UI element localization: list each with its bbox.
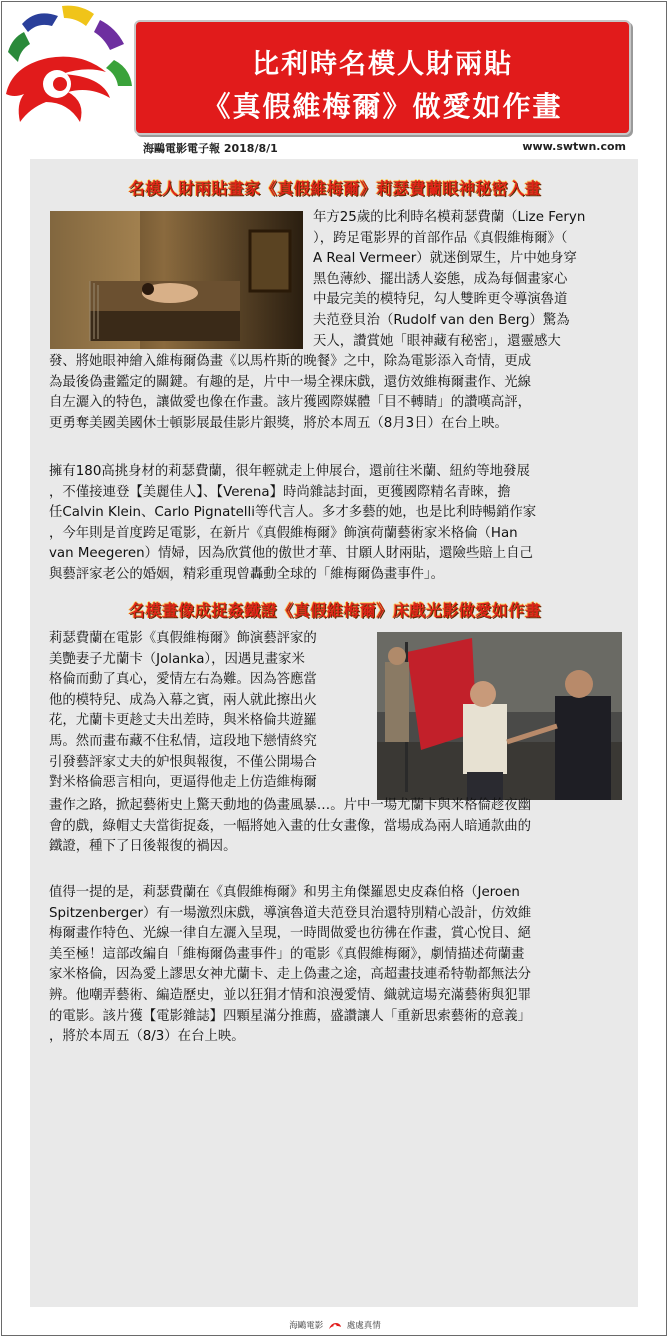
seagull-mini-icon (328, 1320, 342, 1331)
footer-right-text: 處處真情 (346, 1321, 381, 1331)
section2-paragraph1-full: 畫作之路，掀起藝術史上驚天動地的偽畫風暴…。片中一場尤蘭卡與米格倫趁夜幽 會的戲，綠帽丈夫當街捉姦，一幅將她入畫的仕女畫像，當場成為兩人暗通款曲的 鐵證，種下了日後報復的禍因。 (49, 798, 532, 855)
website-link[interactable]: www.swtwn.com (522, 140, 626, 153)
banner-title-line1: 比利時名模人財兩貼 (252, 49, 513, 80)
publication-date: 海鷗電影電子報 2018/8/1 (143, 142, 278, 155)
footer-left-text: 海鷗電影 (289, 1321, 324, 1331)
movie-still-street-photo (377, 632, 622, 800)
section1-paragraph1-full: 發、將她眼神繪入維梅爾偽畫《以馬杵斯的晚餐》之中，除為電影添入奇情，更成 為最後偽畫鑑定的關鍵。有趣的是，片中一場全裸床戲，還仿效維梅爾畫作、光線 自左灑入的特色，讓做愛也像在作畫。該片獲國際媒體「目不轉睛」的讚嘆高評， 更勇奪美國美國休士頓影展最佳影片銀獎，將於本周五（8月3日）在台上映。 (49, 354, 532, 431)
footer (0, 1319, 670, 1331)
section2-paragraph2: 值得一提的是，莉瑟費蘭在《真假維梅爾》和男主角傑羅恩史皮森伯格（Jeroen Spitzenberger）有一場激烈床戲，導演魯道夫范登貝治還特別精心設計，仿效維 梅爾畫作特色、光線一律自左灑入呈現，一時間做愛也彷彿在作畫，賞心悅目、絕 美至極！這部改編自「維梅爾偽畫事件」的電影《真假維梅爾》，劇情描述荷蘭畫 家米格倫，因為愛上謬思女神尤蘭卡、走上偽畫之途，高超畫技連希特勒都無法分 辨。他嘲弄藝術、編造歷史，並以狂狷才情和浪漫愛情、織就這場充滿藝術與犯罪 的電影。該片獲【電影雜誌】四顆星滿分推薦，盛讚讓人「重新思索藝術的意義」 ，將於本周五（8/3）在台上映。 (49, 885, 532, 1045)
section1-paragraph2: 擁有180高挑身材的莉瑟費蘭，很年輕就走上伸展台，還前往米蘭、紐約等地發展 ，不僅接連登【美麗佳人】、【Verena】時尚雜誌封面，更獲國際精名青睞，擔 任Calvin Klein、Carlo Pignatelli等代言人。多才多藝的她，也是比利時暢銷作家 ，今年則是首度跨足電影，在新片《真假維梅爾》飾演荷蘭藝術家米格倫（Han van Meegeren）情婦，因為欣賞他的傲世才華、甘願人財兩貼，還險些賠上自己 與藝評家老公的婚姻，精彩重現曾轟動全球的「維梅爾偽畫事件」。 (49, 464, 537, 582)
section1-heading: 名模人財兩貼畫家《真假維梅爾》莉瑟費蘭眼神秘密入畫 (128, 179, 542, 198)
section2-paragraph1-side: 莉瑟費蘭在電影《真假維梅爾》飾演藝評家的 美艷妻子尤蘭卡（Jolanka），因遇見畫家米 格倫而動了真心，愛情左右為難。因為答應當 他的模特兒、成為入幕之賓，兩人就此擦出火 花，尤蘭卡更趁丈夫出差時，與米格倫共遊羅 馬。然而畫布藏不住私情，這段地下戀情終究 引發藝評家丈夫的妒恨與報復，不僅公開場合 對米格倫惡言相向，更逼得他走上仿造維梅爾 (49, 631, 317, 791)
section2-heading: 名模畫像成捉姦鐵證《真假維梅爾》床戲光影做愛如作畫 (128, 601, 542, 620)
movie-still-bedroom-photo (50, 211, 303, 349)
section1-paragraph1-side: 年方25歲的比利時名模莉瑟費蘭（Lize Feryn ），跨足電影界的首部作品《真假維梅爾》（ A Real Vermeer）就迷倒眾生，片中她身穿 黑色薄紗、擺出誘人姿態，成為每個畫家心 中最完美的模特兒，勾人雙眸更令導演魯道 夫范登貝治（Rudolf van den Berg）驚為 天人，讚賞她「眼神藏有秘密」，還靈感大 (313, 210, 586, 349)
title-banner (134, 20, 631, 135)
seagull-logo-icon (2, 2, 134, 126)
banner-title-line2: 《真假維梅爾》做愛如作畫 (202, 90, 563, 123)
